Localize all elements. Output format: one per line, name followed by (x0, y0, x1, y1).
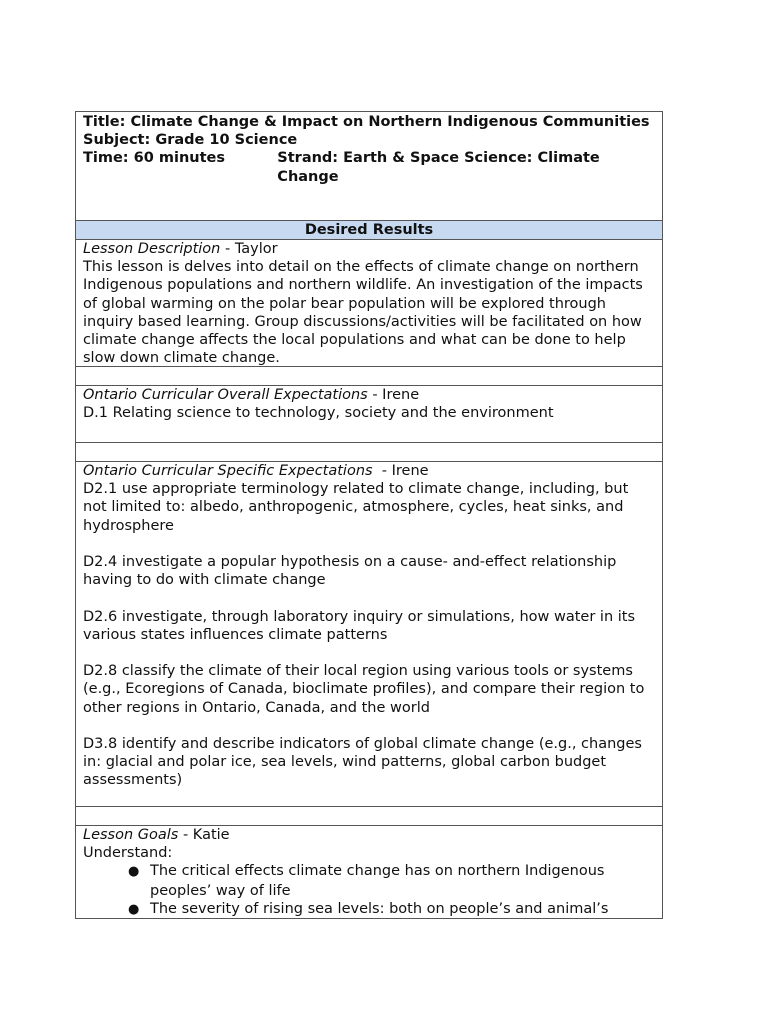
section-label: Ontario Curricular Overall Expectations (83, 387, 368, 403)
specific-expectations-heading (83, 462, 655, 480)
bullet-icon: ● (128, 901, 140, 917)
section-label: Ontario Curricular Specific Expectations (83, 463, 373, 479)
goal-text: The critical effects climate change has on northern Indigenous peoples’ way of life (150, 863, 605, 899)
lesson-time-strand-row (83, 149, 655, 185)
empty-row (76, 443, 662, 462)
lesson-subject: Subject: Grade 10 Science (83, 132, 298, 149)
section-label: Lesson Goals (83, 827, 179, 843)
section-author: - Irene (372, 463, 429, 479)
section-author: - Irene (367, 387, 420, 403)
expectation-item: D2.4 investigate a popular hypothesis on a cause- and-effect relationship having to do with climate change (83, 554, 617, 589)
empty-row (76, 807, 662, 826)
lesson-goals (76, 826, 662, 918)
specific-expectations (76, 462, 662, 807)
lesson-goals-heading (83, 826, 655, 844)
goals-bullet-list (83, 862, 655, 918)
lesson-time: Time: 60 minutes (83, 150, 225, 167)
overall-expectation-text: D.1 Relating science to technology, society and the environment (83, 405, 554, 422)
lesson-strand: Strand: Earth & Space Science: Climate Change (277, 150, 600, 185)
lesson-header (76, 112, 662, 221)
list-item (128, 862, 655, 899)
lesson-description-heading (83, 240, 655, 258)
overall-expectations (76, 386, 662, 443)
desired-results-heading: Desired Results (76, 221, 662, 240)
bullet-icon: ● (128, 864, 140, 880)
section-label: Lesson Description (83, 241, 221, 257)
empty-row (76, 367, 662, 386)
understand-label: Understand: (83, 845, 173, 862)
expectation-item: D2.8 classify the climate of their local region using various tools or systems (e.g., Ecoregions of Canada, bioclimate profiles), and compare their region to other regions in Ontario, Canada, and the world (83, 663, 645, 716)
overall-expectations-heading (83, 386, 655, 404)
expectation-item: D2.1 use appropriate terminology related to climate change, including, but not limited to: albedo, anthropogenic, atmosphere, cycles, heat sinks, and hydrosphere (83, 481, 629, 534)
goal-text: The severity of rising sea levels: both on people’s and animal’s (150, 900, 609, 917)
lesson-title: Title: Climate Change & Impact on Northern Indigenous Communities (83, 114, 650, 130)
section-author: - Taylor (220, 241, 278, 257)
lesson-description-text: This lesson is delves into detail on the effects of climate change on northern Indigenous populations and northern wildlife. An investigation of the impacts of global warming on the polar bear population will be explored through inquiry based learning. Group discussions/activities will be facilitated on how climate change affects the local populations and what can be done to help slow down climate change. (83, 259, 643, 367)
list-item (128, 900, 655, 918)
lesson-description (76, 240, 662, 367)
expectation-item: D3.8 identify and describe indicators of global climate change (e.g., changes in: glacial and polar ice, sea levels, wind patterns, global carbon budget assessments) (83, 735, 642, 789)
section-author: - Katie (178, 827, 230, 843)
expectation-item: D2.6 investigate, through laboratory inquiry or simulations, how water in its various states influences climate patterns (83, 608, 636, 643)
lesson-plan-table (75, 111, 663, 919)
